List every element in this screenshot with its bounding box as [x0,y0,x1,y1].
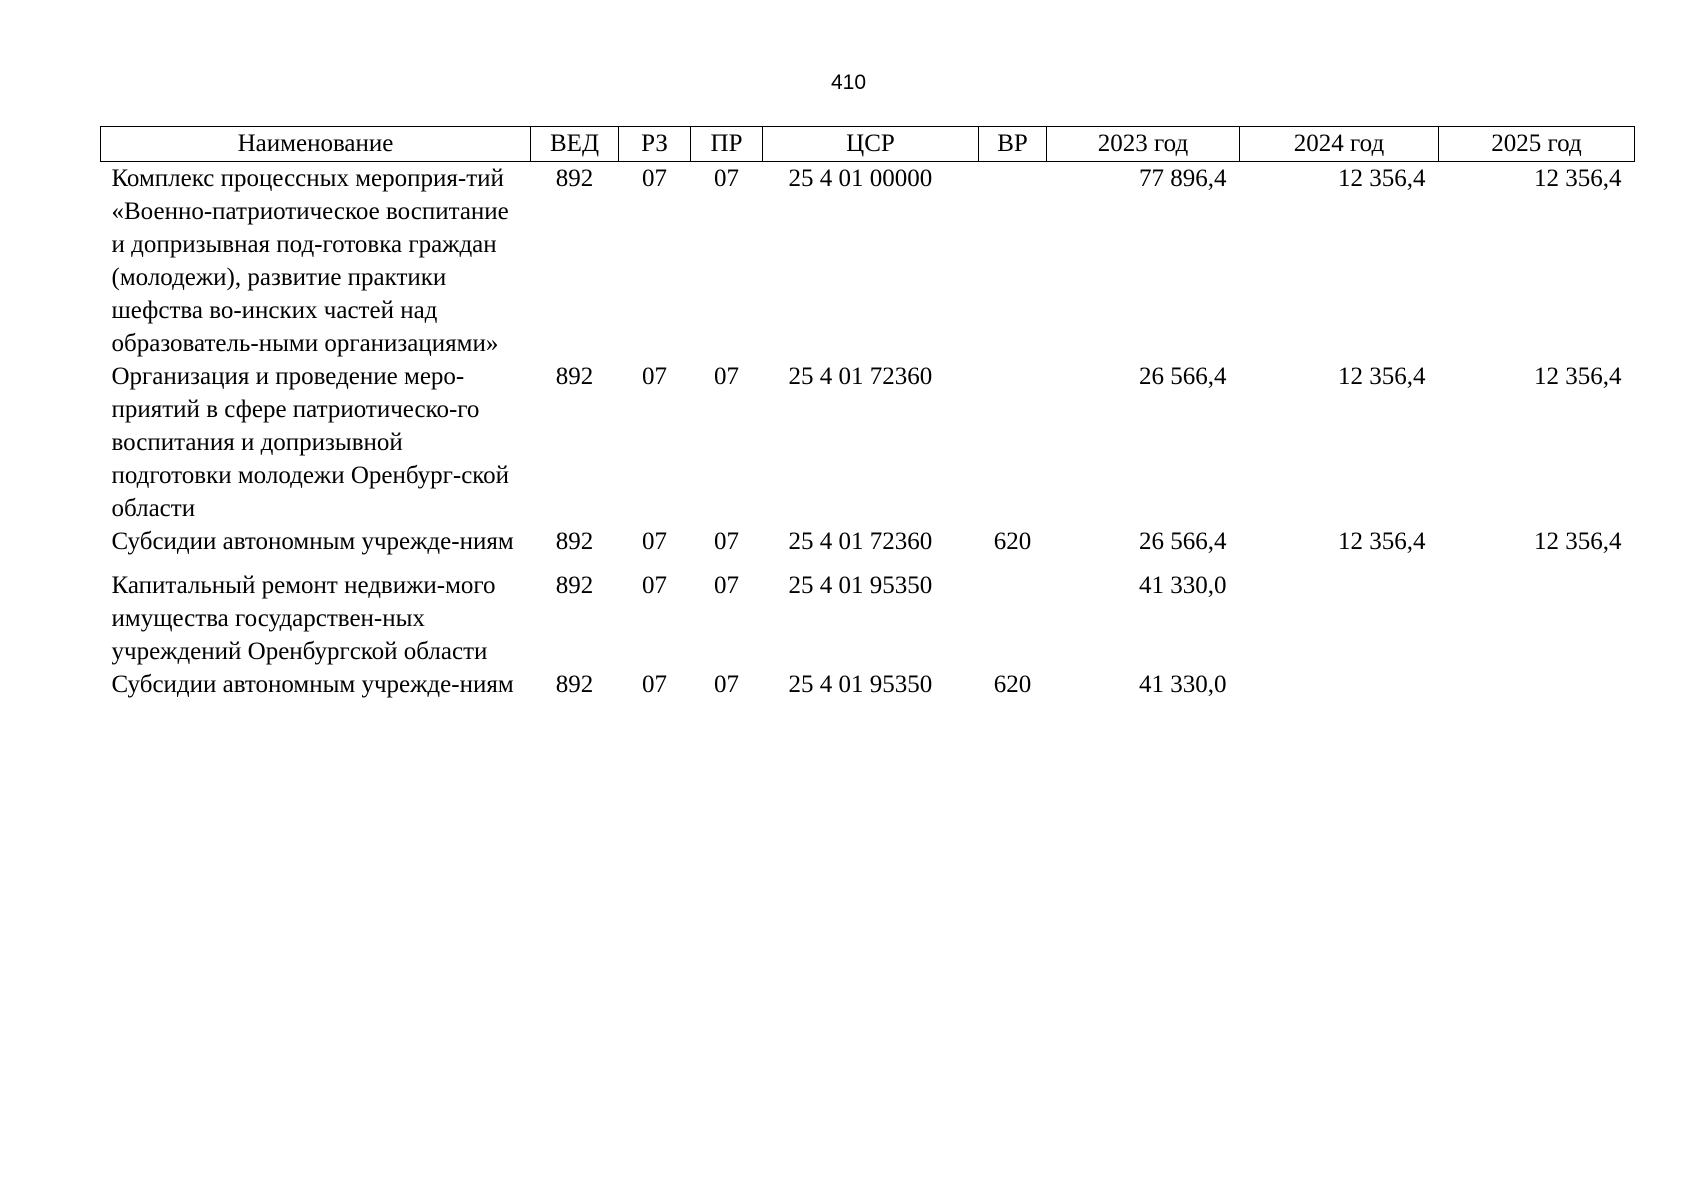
header-pr: ПР [691,127,763,162]
cell-rz: 07 [642,572,667,599]
table-row [101,162,1635,361]
cell-2025 [1439,668,1635,701]
header-vr: ВР [979,127,1047,162]
header-csr: ЦСР [763,127,979,162]
cell-rz: 07 [642,671,667,698]
cell-ved: 892 [555,165,594,192]
cell-2025: 12 356,4 [1534,165,1622,192]
header-rz: РЗ [619,127,691,162]
cell-csr: 25 4 01 72360 [788,528,933,555]
cell-pr: 07 [714,528,739,555]
cell-pr: 07 [714,165,739,192]
budget-table [100,126,1635,701]
cell-rz: 07 [642,363,667,390]
cell-name: Капитальный ремонт недвижи-мого имущества государствен-ных учреждений Оренбургской области [111,572,496,665]
header-2024: 2024 год [1240,127,1439,162]
cell-csr: 25 4 01 72360 [788,363,933,390]
cell-rz: 07 [642,528,667,555]
cell-ved: 892 [555,528,594,555]
cell-2025: 12 356,4 [1534,363,1622,390]
cell-csr: 25 4 01 95350 [788,671,933,698]
cell-2025: 12 356,4 [1534,528,1622,555]
cell-vr [979,569,1047,668]
cell-vr [979,162,1047,361]
cell-2024 [1240,668,1439,701]
cell-ved: 892 [555,572,594,599]
cell-name: Комплекс процессных мероприя-тий «Военно-патриотическое воспитание и допризывная под-готовка граждан (молодежи), развитие практики шефства во-инских частей над образователь-ными организациями» [111,165,509,357]
cell-rz: 07 [642,165,667,192]
cell-name: Субсидии автономным учрежде-ниям [111,671,514,698]
cell-vr [979,360,1047,525]
header-2023: 2023 год [1047,127,1240,162]
cell-csr: 25 4 01 00000 [788,165,933,192]
cell-2023: 26 566,4 [1139,363,1227,390]
cell-2023: 41 330,0 [1139,671,1227,698]
page-number: 410 [830,71,867,94]
cell-2023: 77 896,4 [1139,165,1227,192]
cell-2023: 41 330,0 [1139,572,1227,599]
cell-2024: 12 356,4 [1338,165,1426,192]
cell-vr: 620 [993,671,1032,698]
cell-2024: 12 356,4 [1338,528,1426,555]
cell-ved: 892 [555,363,594,390]
table-header-row [101,127,1635,162]
table-row [101,668,1635,701]
header-ved: ВЕД [531,127,619,162]
header-name: Наименование [101,127,531,162]
cell-pr: 07 [714,671,739,698]
table-row [101,360,1635,525]
cell-pr: 07 [714,363,739,390]
cell-csr: 25 4 01 95350 [788,572,933,599]
cell-2024: 12 356,4 [1338,363,1426,390]
cell-ved: 892 [555,671,594,698]
cell-name: Организация и проведение меро-приятий в сфере патриотическо-го воспитания и допризывной подготовки молодежи Оренбург-ской области [111,363,510,522]
cell-vr: 620 [993,528,1032,555]
cell-pr: 07 [714,572,739,599]
cell-2023: 26 566,4 [1139,528,1227,555]
header-2025: 2025 год [1439,127,1635,162]
cell-name: Субсидии автономным учрежде-ниям [111,528,514,555]
table-row [101,525,1635,569]
table-row [101,569,1635,668]
cell-2025 [1439,569,1635,668]
cell-2024 [1240,569,1439,668]
